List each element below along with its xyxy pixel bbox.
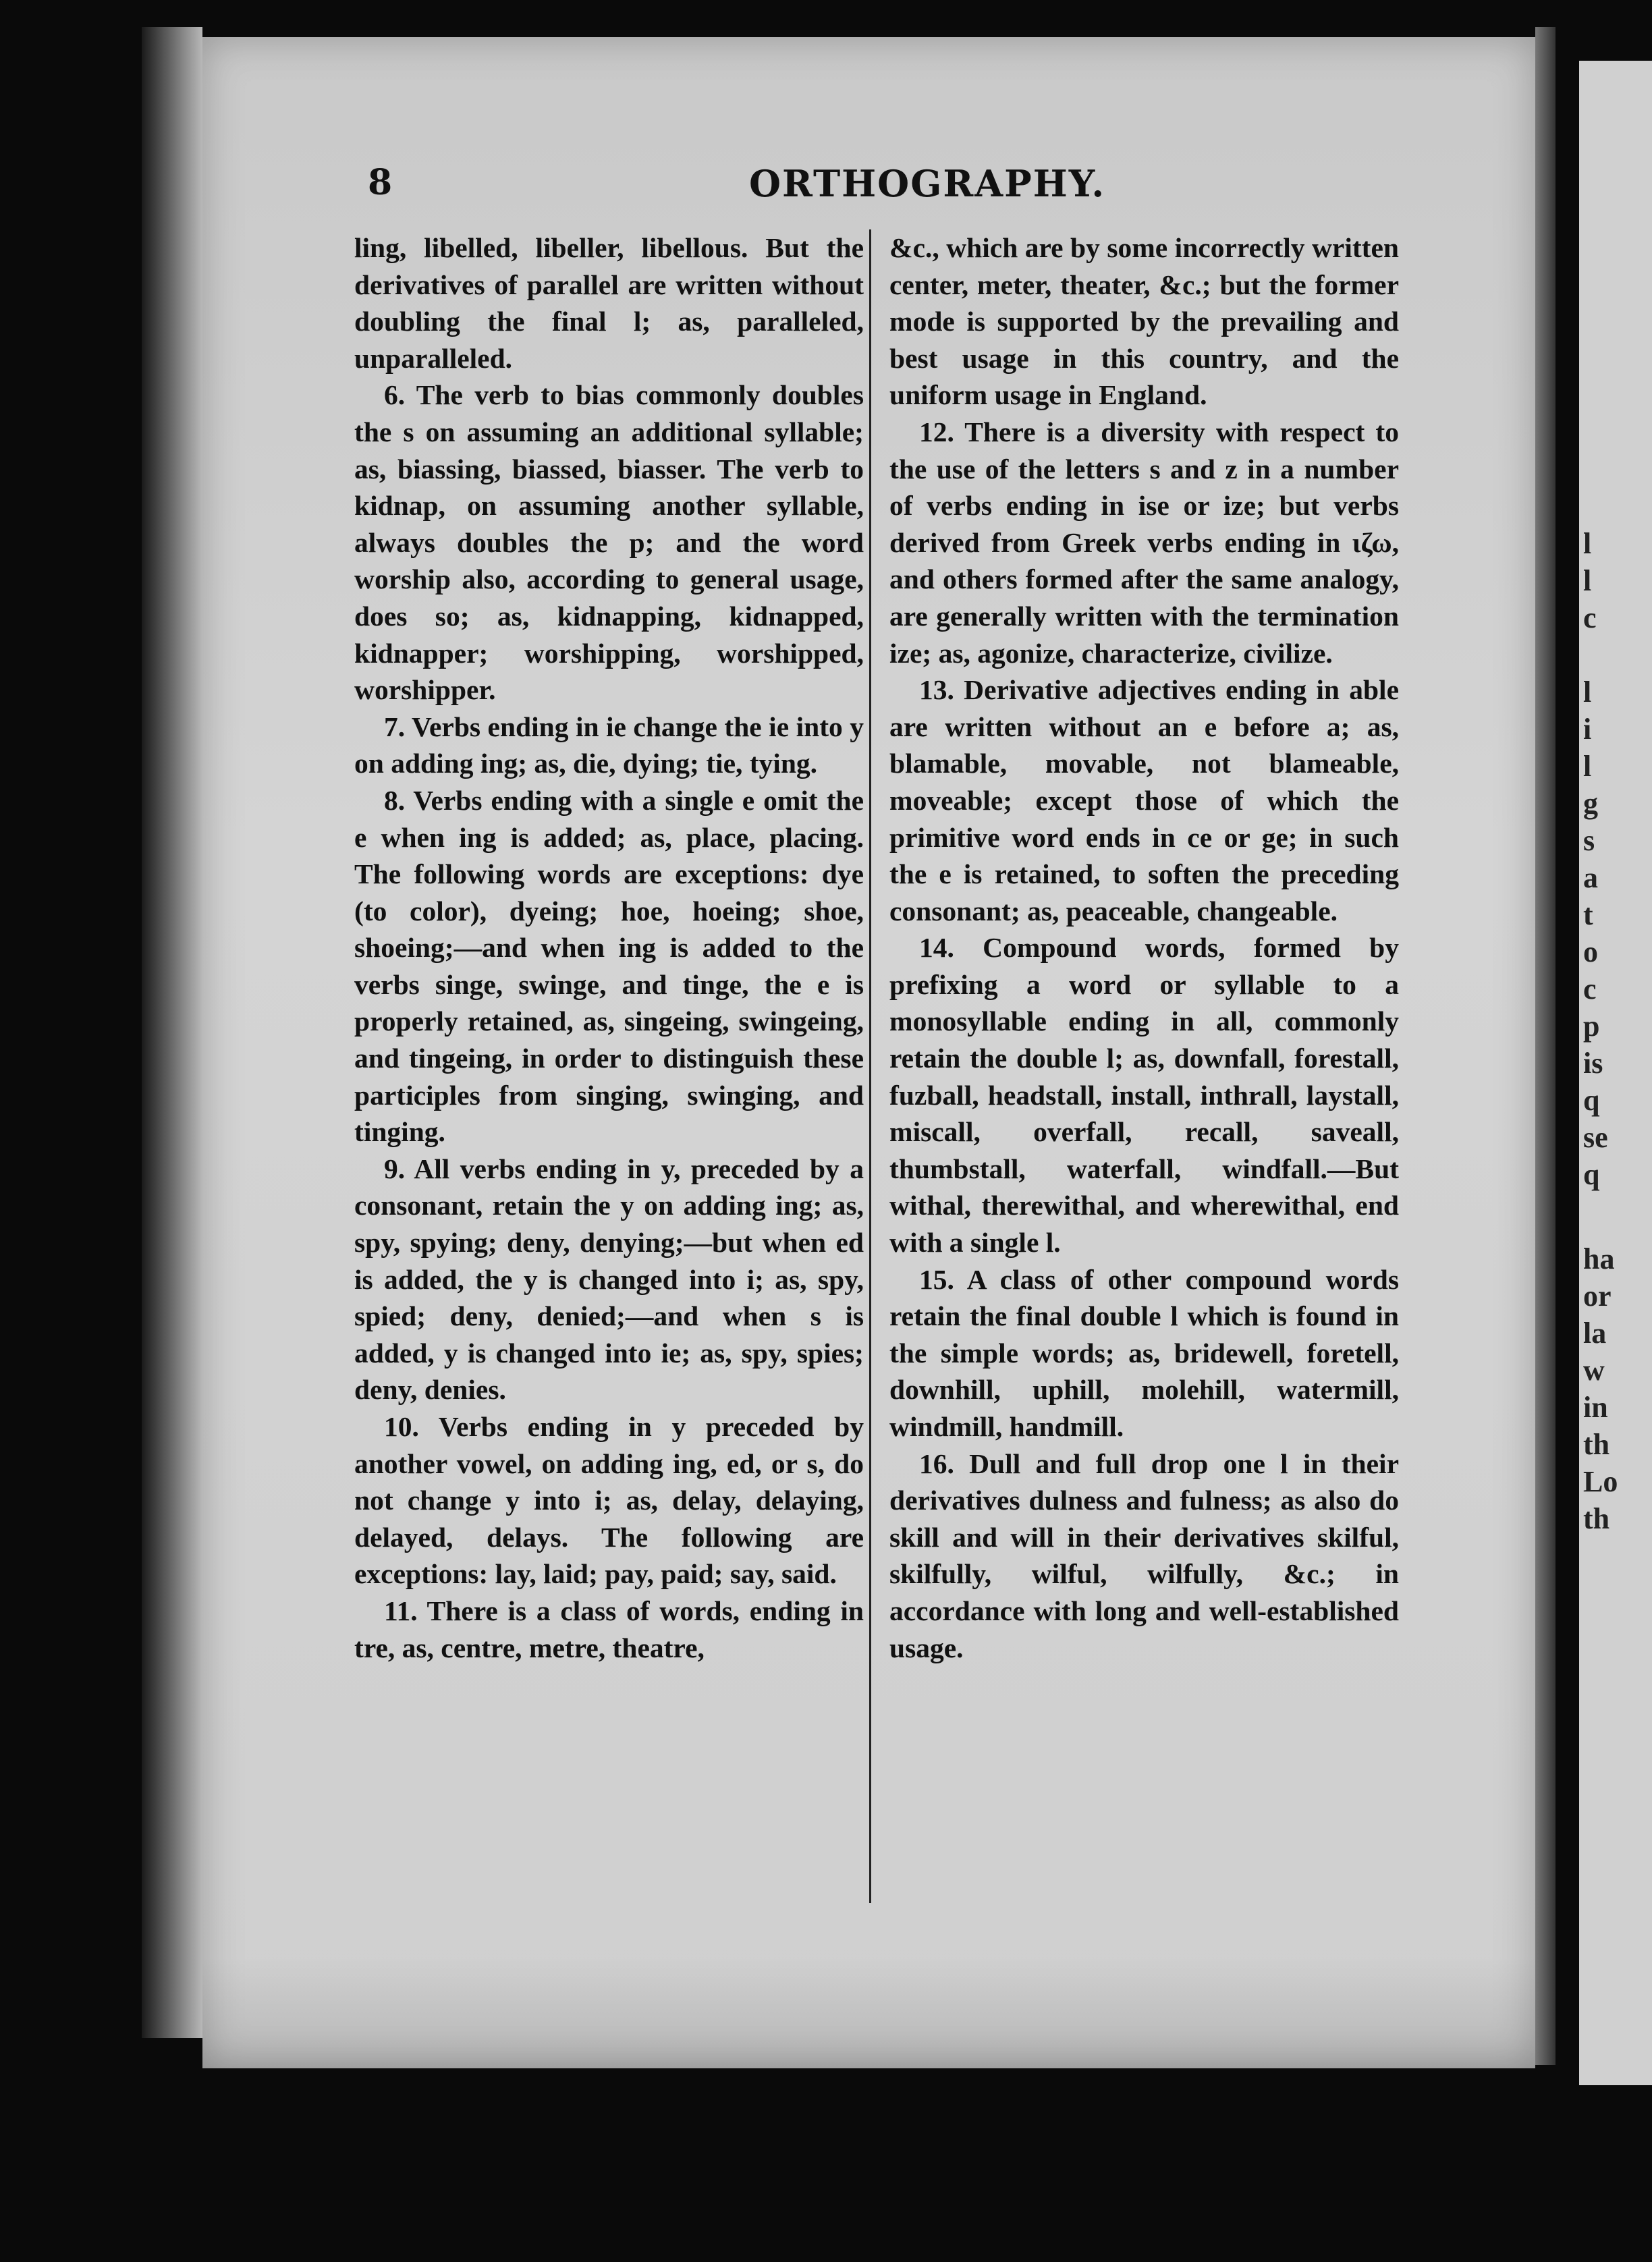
paragraph-rule-7: 7. Verbs ending in ie change the ie into y on adding ing; as, die, dying; tie, tying. [354, 711, 864, 779]
right-text-column [889, 229, 1399, 1666]
paragraph-rule-11: 11. There is a class of words, ending in tre, as, centre, metre, theatre, [354, 1595, 864, 1663]
paragraph-rule-14: 14. Compound words, formed by prefixing a word or syllable to a monosyllable ending in all, commonly retain the double l; as, downfall, forestall, fuzball, headstall, install, inthrall, laystall, miscall, overfall, recall, saveall, thumbstall, waterfall, windfall.—But withal, therewithal, and wherewithal, end with a single l. [889, 932, 1399, 1259]
facing-page-fragment: or [1583, 1279, 1612, 1313]
column-rule [869, 229, 871, 1903]
facing-page-fragment: th [1583, 1428, 1610, 1461]
paragraph-continuation: &c., which are by some incorrectly written center, meter, theater, &c.; but the former mode is supported by the prevailing and best usage in this country, and the uniform usage in England. [889, 232, 1399, 411]
paragraph-continuation: ling, libelled, libeller, libellous. But the derivatives of parallel are written without doubling the final l; as, paralleled, unparalleled. [354, 232, 864, 374]
paragraph-rule-8: 8. Verbs ending with a single e omit the e when ing is added; as, place, placing. The following words are exceptions: dye (to color), dyeing; hoe, hoeing; shoe, shoeing;—and when ing is added to the verbs singe, swinge, and tinge, the e is properly retained, as, singeing, swingeing, and tingeing, in order to distinguish these participles from singing, swinging, and tinging. [354, 784, 864, 1148]
facing-page-strip [1579, 61, 1652, 2085]
book-spine [142, 27, 202, 2038]
facing-page-fragment: th [1583, 1502, 1610, 1535]
facing-page-fragment: is [1583, 1047, 1603, 1080]
page-number: 8 [368, 162, 393, 203]
facing-page-fragment: Lo [1583, 1465, 1618, 1498]
facing-page-fragment: l [1583, 564, 1592, 597]
facing-page-fragment: s [1583, 824, 1595, 857]
facing-page-fragment: in [1583, 1391, 1608, 1424]
facing-page-fragment: c [1583, 601, 1597, 634]
facing-page-fragment: q [1583, 1084, 1600, 1117]
page-gutter [1535, 27, 1555, 2065]
paragraph-rule-15: 15. A class of other compound words retain the final double l which is found in the simple words; as, bridewell, foretell, downhill, uphill, molehill, watermill, windmill, handmill. [889, 1263, 1399, 1442]
facing-page-fragment: q [1583, 1158, 1600, 1191]
facing-page-fragment: la [1583, 1317, 1607, 1350]
facing-page-fragment: p [1583, 1010, 1600, 1043]
page-bottom-shadow [202, 1957, 1535, 2068]
facing-page-fragment: o [1583, 935, 1598, 968]
facing-page-fragment: g [1583, 787, 1598, 820]
facing-page-fragment: l [1583, 675, 1592, 709]
paragraph-rule-16: 16. Dull and full drop one l in their derivatives dulness and fulness; as also do skill and will in their derivatives skilful, skilfully, wilful, wilfully, &c.; in accordance with long and well-established usage. [889, 1447, 1399, 1663]
facing-page-fragment: a [1583, 861, 1598, 894]
facing-page-fragment: se [1583, 1121, 1608, 1154]
left-text-column [354, 229, 864, 1666]
facing-page-fragment: l [1583, 750, 1592, 783]
facing-page-fragment: ha [1583, 1242, 1615, 1275]
facing-page-fragment: w [1583, 1354, 1605, 1387]
facing-page-fragment: i [1583, 713, 1592, 746]
running-title: ORTHOGRAPHY. [749, 162, 1106, 205]
facing-page-fragment: c [1583, 972, 1597, 1005]
paragraph-rule-10: 10. Verbs ending in y preceded by another vowel, on adding ing, ed, or s, do not change y into i; as, delay, delaying, delayed, delays. The following are exceptions: lay, laid; pay, paid; say, said. [354, 1411, 864, 1590]
paragraph-rule-13: 13. Derivative adjectives ending in able are written without an e before a; as, blamable, movable, not blameable, moveable; except those of which the primitive word ends in ce or ge; in such the e is retained, to soften the preceding consonant; as, peaceable, changeable. [889, 674, 1399, 927]
facing-page-fragment: t [1583, 898, 1593, 931]
facing-page-fragment: l [1583, 527, 1592, 560]
paragraph-rule-6: 6. The verb to bias commonly doubles the s on assuming an additional syllable; as, biassing, biassed, biasser. The verb to kidnap, on assuming another syllable, always doubles the p; and the word worship also, according to general usage, does so; as, kidnapping, kidnapped, kidnapper; worshipping, worshipped, worshipper. [354, 379, 864, 706]
paragraph-rule-12: 12. There is a diversity with respect to the use of the letters s and z in a number of verbs ending in ise or ize; but verbs derived from Greek verbs ending in ιζω, and others formed after the same analogy, are generally written with the termination ize; as, agonize, characterize, civilize. [889, 416, 1399, 669]
paragraph-rule-9: 9. All verbs ending in y, preceded by a consonant, retain the y on adding ing; as, spy, spying; deny, denying;—but when ed is added, the y is changed into i; as, spy, spied; deny, denied;—and when s is added, y is changed into ie; as, spy, spies; deny, denies. [354, 1153, 864, 1406]
